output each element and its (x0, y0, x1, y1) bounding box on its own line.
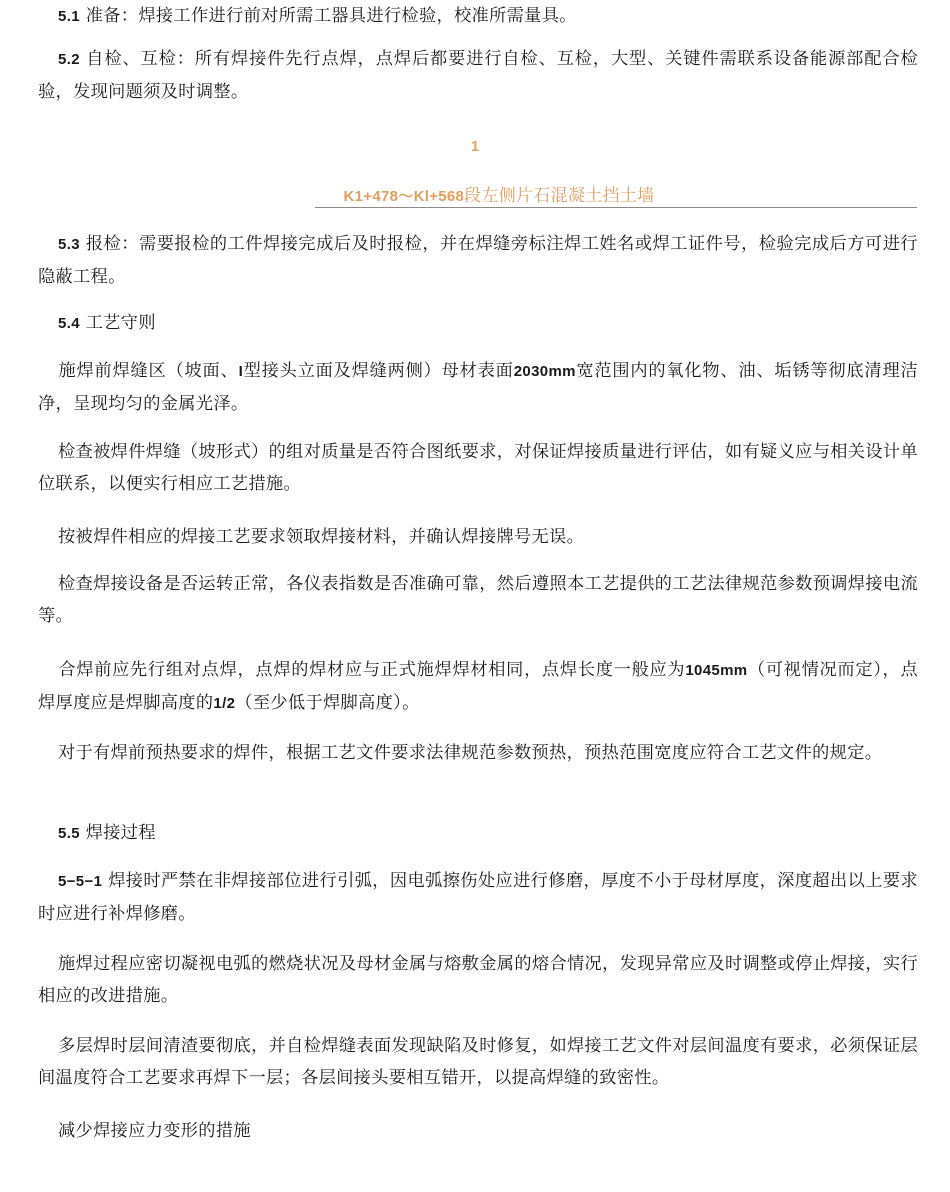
paragraph-text: 按被焊件相应的焊接工艺要求领取焊接材料，并确认焊接牌号无误。 (58, 527, 585, 547)
section-number: 5.2 (58, 51, 80, 68)
paragraph-text: 自检、互检：所有焊接件先行点焊，点焊后都要进行自检、互检，大型、关键件需联系设备能源部配合检验，发现问题须及时调整。 (38, 49, 918, 102)
section-number: 5.4 (58, 315, 80, 332)
section-number: 5.1 (58, 8, 80, 25)
paragraph-5-2 (38, 43, 918, 108)
paragraph-text: 对于有焊前预热要求的焊件，根据工艺文件要求法律规范参数预热，预热范围宽度应符合工艺文件的规定。 (58, 743, 883, 763)
paragraph-5-1 (38, 0, 918, 33)
text-run: I (238, 363, 244, 380)
section-number: 5−5−1 (58, 873, 103, 890)
paragraph-materials (38, 521, 918, 553)
text-run: 合焊前应先行组对点焊，点焊的焊材应与正式施焊焊材相同，点焊长度一般应为 (58, 660, 686, 680)
paragraph-equipment-check (38, 568, 918, 632)
paragraph-text: 检查被焊件焊缝（坡形式）的组对质量是否符合图纸要求，对保证焊接质量进行评估，如有疑义应与相关设计单位联系，以便实行相应工艺措施。 (38, 442, 918, 494)
paragraph-surface-prep (38, 355, 918, 420)
paragraph-text: 减少焊接应力变形的措施 (58, 1121, 251, 1141)
text-run: （可视情况而定），点焊厚度应是焊脚高度的 (38, 660, 918, 713)
paragraph-arc-monitoring (38, 948, 918, 1012)
text-run: 1045mm (685, 662, 748, 679)
text-run: 施焊前焊缝区（坡面、 (58, 361, 239, 381)
paragraph-text: 准备：焊接工作进行前对所需工器具进行检验，校准所需量具。 (85, 6, 577, 26)
text-run: 2030mm (513, 363, 576, 380)
paragraph-multilayer (38, 1030, 918, 1094)
text-run: 1/2 (213, 695, 236, 712)
paragraph-text: 检查焊接设备是否运转正常，各仪表指数是否准确可靠，然后遵照本工艺提供的工艺法律规范参数预调焊接电流等。 (38, 574, 918, 626)
paragraph-text: 报检：需要报检的工件焊接完成后及时报检，并在焊缝旁标注焊工姓名或焊工证件号，检验完成后方可进行隐蔽工程。 (38, 234, 918, 287)
running-header-title (0, 181, 950, 206)
paragraph-preheat (38, 737, 918, 769)
header-text: 段左侧片石混凝土挡土墙 (464, 186, 655, 206)
paragraph-fitup-check (38, 436, 918, 500)
section-heading: 工艺守则 (85, 313, 156, 333)
paragraph-5-5-1 (38, 865, 918, 930)
section-number: 5.5 (58, 825, 80, 842)
paragraph-stress-reduction (38, 1115, 918, 1147)
paragraph-text: 施焊过程应密切凝视电弧的燃烧状况及母材金属与熔敷金属的熔合情况，发现异常应及时调整或停止焊接，实行相应的改进措施。 (38, 954, 918, 1006)
paragraph-5-3 (38, 228, 918, 293)
paragraph-5-5-heading (38, 817, 918, 850)
paragraph-text: 多层焊时层间清渣要彻底，并自检焊缝表面发现缺陷及时修复，如焊接工艺文件对层间温度有要求，必须保证层间温度符合工艺要求再焊下一层；各层间接头要相互错开，以提高焊缝的致密性。 (38, 1036, 918, 1088)
section-heading: 焊接过程 (85, 823, 156, 843)
header-divider (315, 207, 917, 208)
paragraph-5-4-heading (38, 307, 918, 340)
header-chainage: K1+478〜Kl+568 (343, 188, 465, 205)
paragraph-text: 焊接时严禁在非焊接部位进行引弧，因电弧擦伤处应进行修磨，厚度不小于母材厚度，深度超出以上要求时应进行补焊修磨。 (38, 871, 918, 924)
paragraph-tack-weld (38, 654, 918, 720)
text-run: 型接头立面及焊缝两侧）母材表面 (243, 361, 514, 381)
section-number: 5.3 (58, 236, 80, 253)
text-run: 宽范围内的氧化物、油、垢锈等彻底清理洁净，呈现均匀的金属光泽。 (38, 361, 918, 414)
page-number: 1 (470, 139, 480, 155)
text-run: （至少低于焊脚高度）。 (235, 693, 420, 713)
